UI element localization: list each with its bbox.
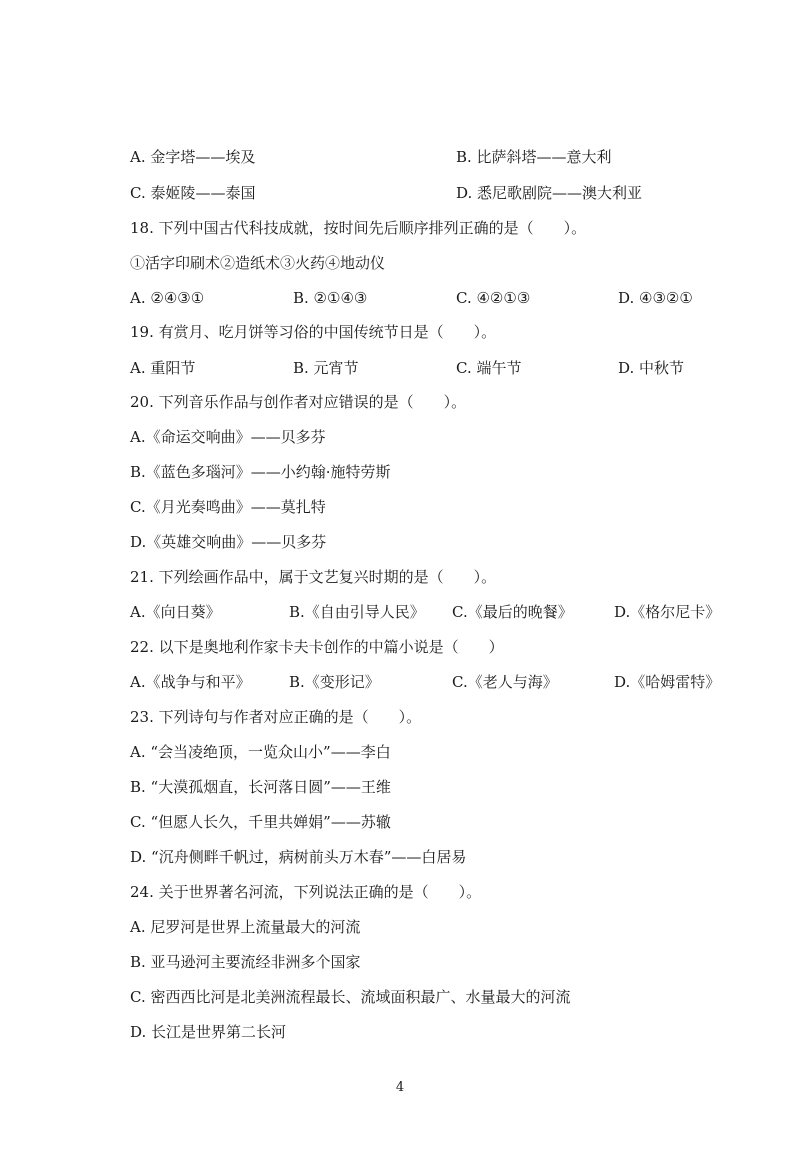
q23-stem: 23. 下列诗句与作者对应正确的是（ ）。 [130,708,422,726]
q21-stem: 21. 下列绘画作品中，属于文艺复兴时期的是（ ）。 [130,568,497,586]
q18-option-a: A. ②④③① [130,289,205,307]
q18-option-d: D. ④③②① [618,289,693,307]
q24-option-c: C. 密西西比河是北美洲流程最长、流域面积最广、水量最大的河流 [130,988,571,1006]
q23-option-a: A. “会当凌绝顶，一览众山小”——李白 [130,743,391,761]
q22-option-c: C.《老人与海》 [452,673,558,691]
q24-option-d: D. 长江是世界第二长河 [130,1023,287,1041]
q20-option-b: B.《蓝色多瑙河》——小约翰·施特劳斯 [130,463,391,481]
q21-option-d: D.《格尔尼卡》 [614,603,721,621]
q17-option-c: C. 泰姬陵——泰国 [130,184,256,202]
q22-stem: 22. 以下是奥地利作家卡夫卡创作的中篇小说是（ ） [130,638,504,656]
q18-stem: 18. 下列中国古代科技成就，按时间先后顺序排列正确的是（ ）。 [130,219,587,237]
q24-option-a: A. 尼罗河是世界上流量最大的河流 [130,918,361,936]
q19-option-a: A. 重阳节 [130,359,196,377]
q23-option-b: B. “大漠孤烟直，长河落日圆”——王维 [130,778,391,796]
q21-option-c: C.《最后的晚餐》 [452,603,573,621]
q22-option-b: B.《变形记》 [289,673,380,691]
q23-option-d: D. “沉舟侧畔千帆过，病树前头万木春”——白居易 [130,848,467,866]
q17-option-a: A. 金字塔——埃及 [130,148,256,166]
q18-items: ①活字印刷术②造纸术③火药④地动仪 [130,254,386,272]
q24-option-b: B. 亚马逊河主要流经非洲多个国家 [130,953,361,971]
q19-option-d: D. 中秋节 [618,359,685,377]
q20-option-c: C.《月光奏鸣曲》——莫扎特 [130,498,326,516]
q17-option-d: D. 悉尼歌剧院——澳大利亚 [456,184,643,202]
q19-stem: 19. 有赏月、吃月饼等习俗的中国传统节日是（ ）。 [130,323,497,341]
q18-option-b: B. ②①④③ [293,289,368,307]
q24-stem: 24. 关于世界著名河流，下列说法正确的是（ ）。 [130,883,482,901]
page-number: 4 [395,1080,405,1095]
q20-option-a: A.《命运交响曲》——贝多芬 [130,428,326,446]
q21-option-a: A.《向日葵》 [130,603,221,621]
q17-option-b: B. 比萨斜塔——意大利 [456,148,612,166]
q18-option-c: C. ④②①③ [456,289,531,307]
q19-option-b: B. 元宵节 [293,359,359,377]
q22-option-a: A.《战争与和平》 [130,673,251,691]
q22-option-d: D.《哈姆雷特》 [614,673,721,691]
q23-option-c: C. “但愿人长久，千里共婵娟”——苏辙 [130,813,391,831]
q20-stem: 20. 下列音乐作品与创作者对应错误的是（ ）。 [130,393,467,411]
q21-option-b: B.《自由引导人民》 [289,603,425,621]
q19-option-c: C. 端午节 [456,359,522,377]
q20-option-d: D.《英雄交响曲》——贝多芬 [130,533,327,551]
